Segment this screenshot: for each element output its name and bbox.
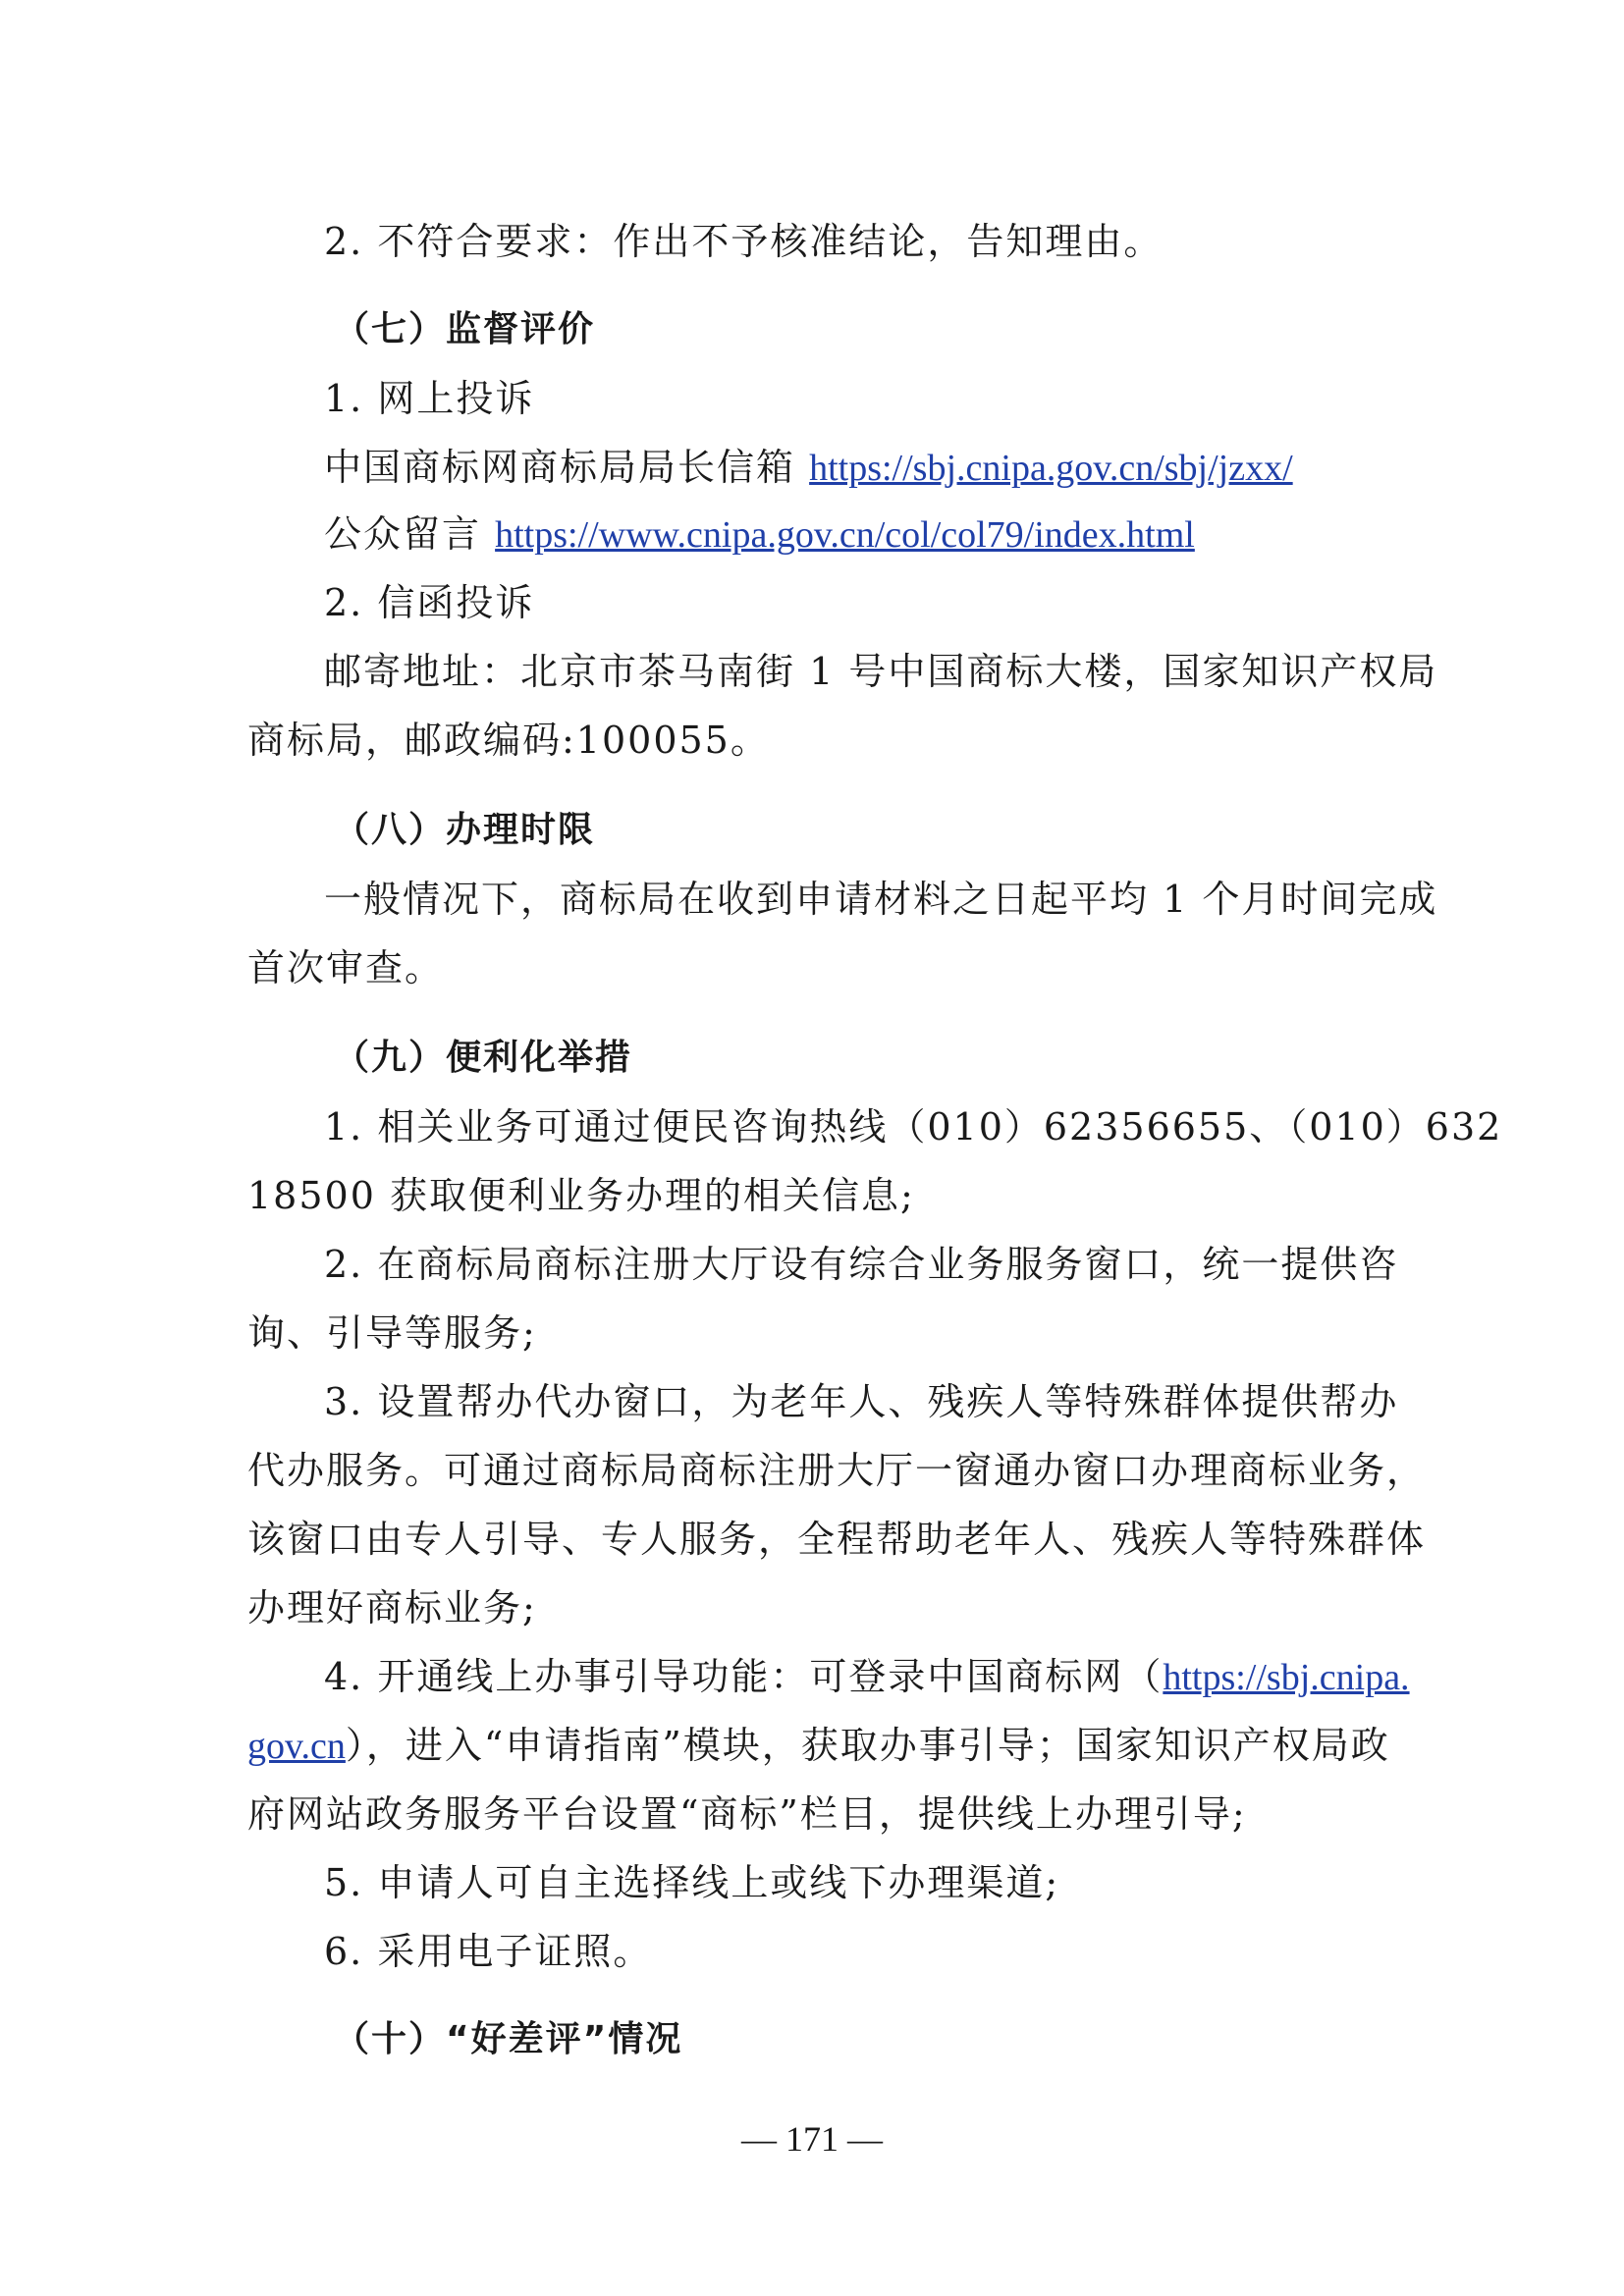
sec9-item1-line2: 18500 获取便利业务办理的相关信息;	[247, 1174, 915, 1217]
sec9-item2-line2: 询、引导等服务;	[247, 1311, 537, 1355]
trademark-site-link-part2[interactable]: gov.cn	[247, 1726, 346, 1767]
item4-line2-rest: ），进入“申请指南”模块，获取办事引导；国家知识产权局政	[345, 1724, 1390, 1767]
mailbox-label: 中国商标网商标局局长信箱	[324, 446, 810, 489]
sec9-item4-line2	[247, 1722, 1390, 1770]
sec7-item1: 1. 网上投诉	[324, 377, 535, 420]
sec9-item4-line3: 府网站政务服务平台设置“商标”栏目，提供线上办理引导;	[247, 1792, 1247, 1836]
sec9-item5: 5. 申请人可自主选择线上或线下办理渠道;	[324, 1861, 1060, 1904]
sec6-item2: 2. 不符合要求：作出不予核准结论，告知理由。	[324, 220, 1164, 263]
sec7-mailbox-line	[324, 444, 1463, 492]
sec7-address-line1: 邮寄地址：北京市茶马南街 1 号中国商标大楼，国家知识产权局	[324, 650, 1438, 693]
sec8-heading: （八）办理时限	[334, 810, 596, 850]
sec8-line2: 首次审查。	[247, 946, 445, 989]
sec7-message-line	[324, 510, 1463, 559]
message-label: 公众留言	[324, 512, 496, 556]
sec7-heading: （七）监督评价	[334, 309, 596, 349]
sec10-heading: （十）“好差评”情况	[334, 2019, 683, 2059]
sec9-item2-line1: 2. 在商标局商标注册大厅设有综合业务服务窗口，统一提供咨	[324, 1243, 1399, 1286]
sec9-item3-line4: 办理好商标业务;	[247, 1586, 537, 1629]
sec9-item3-line1: 3. 设置帮办代办窗口，为老年人、残疾人等特殊群体提供帮办	[324, 1380, 1399, 1423]
mailbox-link[interactable]: https://sbj.cnipa.gov.cn/sbj/jzxx/	[809, 448, 1293, 489]
sec8-line1: 一般情况下，商标局在收到申请材料之日起平均 1 个月时间完成	[324, 878, 1438, 921]
sec9-item3-line3: 该窗口由专人引导、专人服务，全程帮助老年人、残疾人等特殊群体	[247, 1518, 1427, 1561]
sec7-address-line2: 商标局，邮政编码:100055。	[247, 719, 770, 762]
sec9-item4-line1	[324, 1653, 1463, 1701]
sec9-item1-line1: 1. 相关业务可通过便民咨询热线（010）62356655、（010）632	[324, 1105, 1503, 1148]
message-link[interactable]: https://www.cnipa.gov.cn/col/col79/index.html	[495, 514, 1195, 556]
sec9-item6: 6. 采用电子证照。	[324, 1930, 653, 1973]
trademark-site-link-part1[interactable]: https://sbj.cnipa.	[1163, 1657, 1410, 1698]
sec7-item2: 2. 信函投诉	[324, 581, 535, 624]
item4-prefix: 4. 开通线上办事引导功能：可登录中国商标网（	[324, 1655, 1164, 1698]
sec9-heading: （九）便利化举措	[334, 1038, 633, 1078]
sec9-item3-line2: 代办服务。可通过商标局商标注册大厅一窗通办窗口办理商标业务，	[247, 1449, 1427, 1492]
page-number: — 171 —	[741, 2119, 883, 2159]
